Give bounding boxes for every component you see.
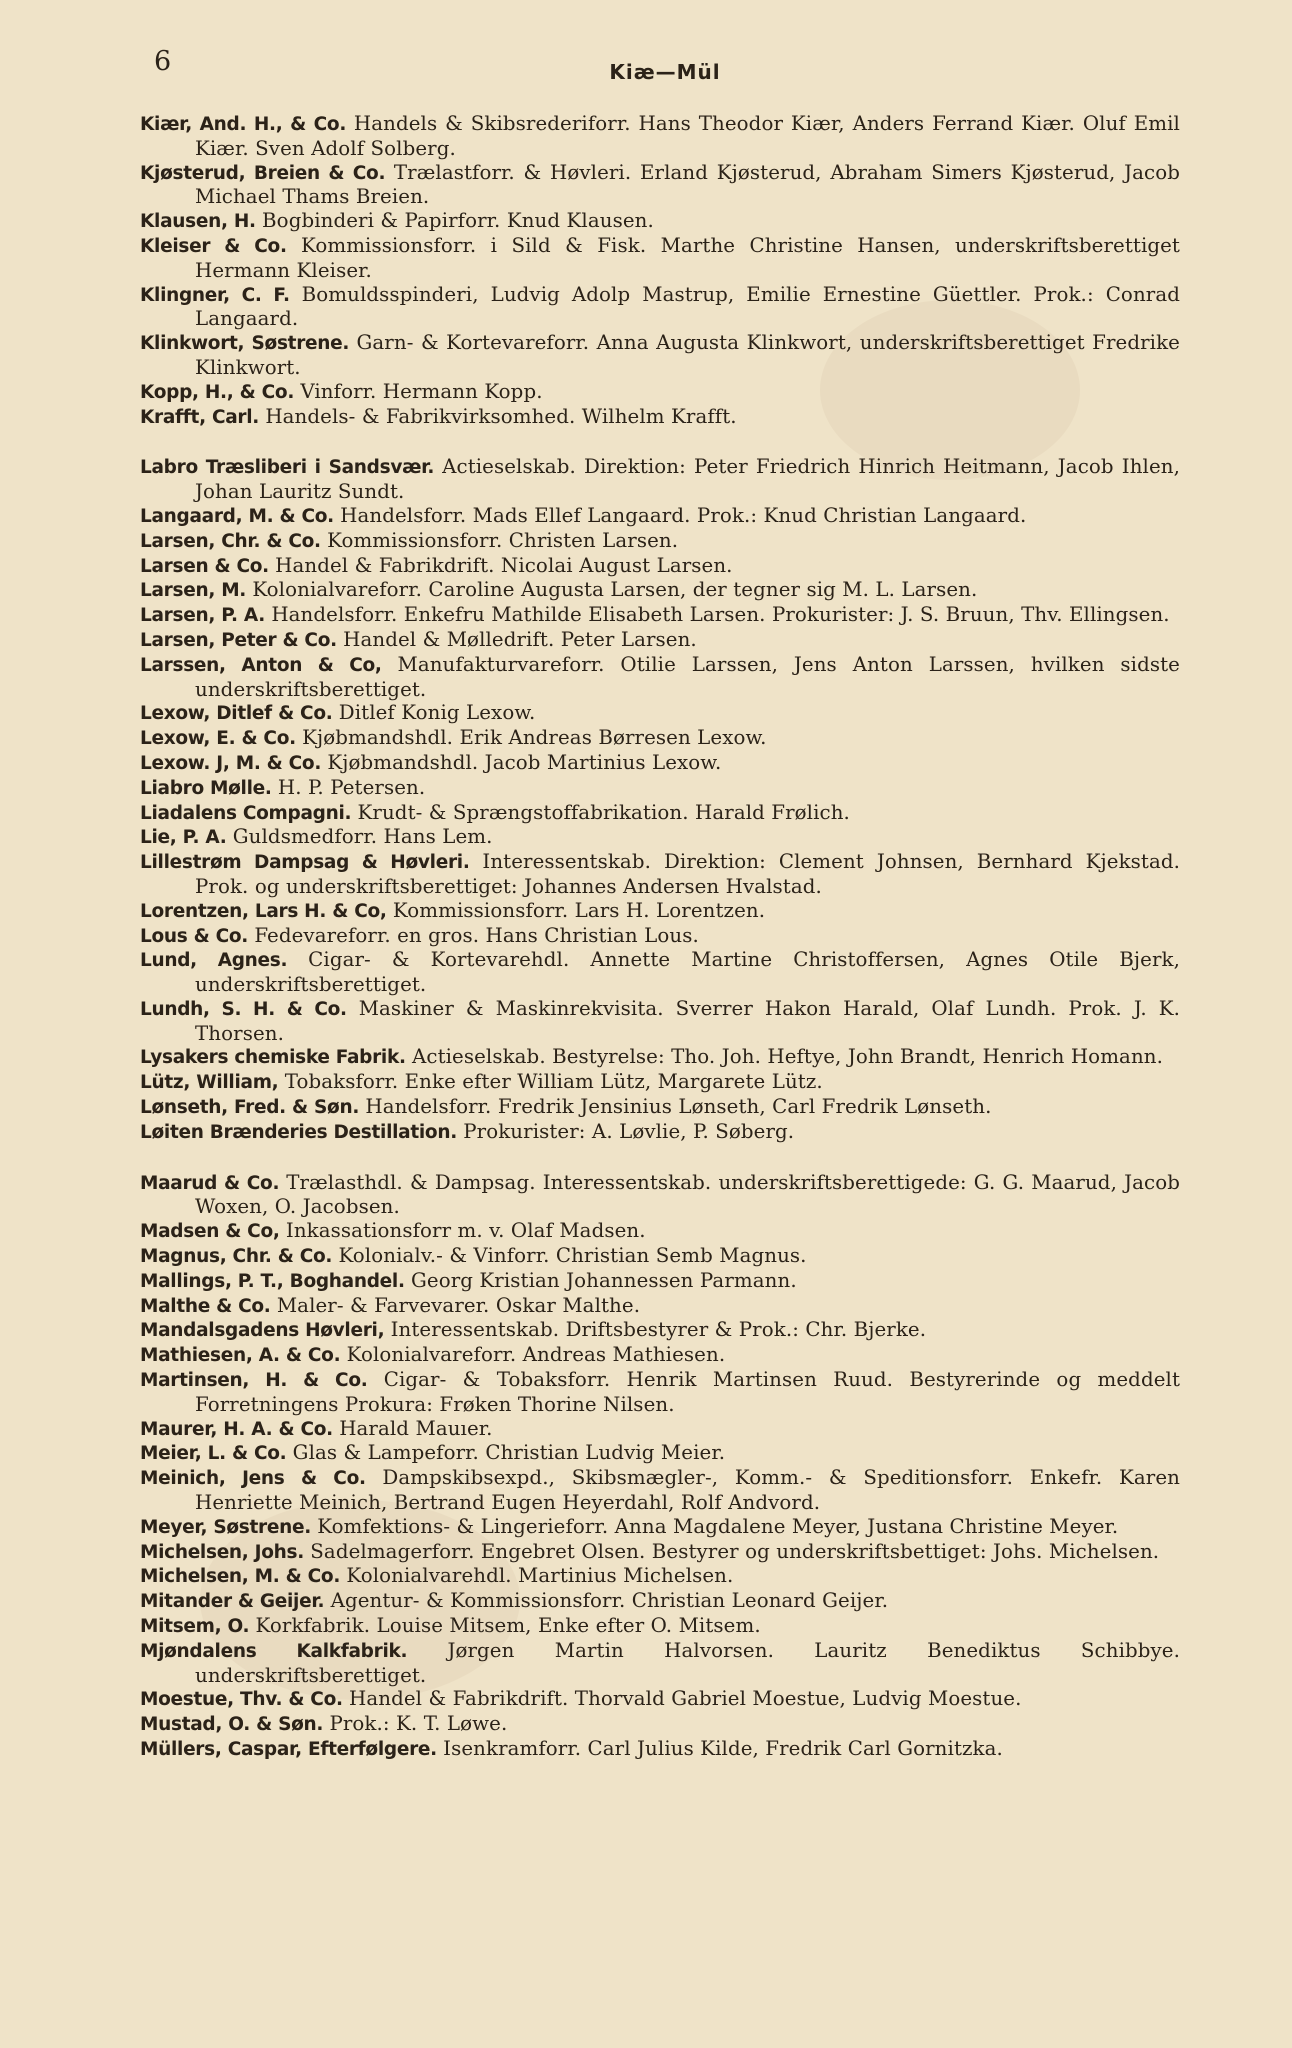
firm-name: Lous & Co. — [140, 925, 249, 947]
firm-details: Bogbinderi & Papirforr. Knud Klausen. — [262, 209, 654, 233]
firm-details: Trælasthdl. & Dampsag. Interessentskab. underskriftsberettigede: G. G. Maarud, Jacob Woxen, O. Jacobsen. — [195, 1170, 1180, 1219]
directory-entry — [140, 234, 1180, 283]
directory-entry — [140, 726, 1180, 751]
firm-name: Larsen & Co. — [140, 555, 269, 577]
firm-details: Komfektions- & Lingerieforr. Anna Magdalene Meyer, Justana Christine Meyer. — [317, 1514, 1119, 1538]
firm-details: Vinforr. Hermann Kopp. — [300, 379, 543, 403]
firm-name: Lexow. J, M. & Co. — [140, 752, 322, 774]
firm-name: Michelsen, Johs. — [140, 1541, 304, 1563]
firm-name: Mitsem, O. — [140, 1616, 250, 1638]
firm-name: Larssen, Anton & Co, — [140, 654, 382, 676]
firm-details: Kjøbmandshdl. Erik Andreas Børresen Lexow. — [302, 726, 767, 750]
firm-details: Tobaksforr. Enke efter William Lütz, Margarete Lütz. — [284, 1070, 823, 1094]
firm-name: Lie, P. A. — [140, 827, 227, 849]
firm-details: Kommissionsforr. Lars H. Lorentzen. — [392, 898, 766, 922]
directory-entry — [140, 1318, 1180, 1343]
firm-details: Interessentskab. Direktion: Clement Johnsen, Bernhard Kjekstad. Prok. og underskriftsberettiget: Johannes Andersen Hvalstad. — [195, 850, 1180, 898]
directory-entry — [140, 1368, 1180, 1417]
firm-name: Maarud & Co. — [140, 1172, 280, 1194]
firm-details: Cigar- & Tobaksforr. Henrik Martinsen Ruud. Bestyrerinde og meddelt Forretningens Prokura: Frøken Thorine Nilsen. — [195, 1368, 1180, 1416]
directory-entry — [140, 380, 1180, 405]
firm-details: Handelsforr. Enkefru Mathilde Elisabeth Larsen. Prokurister: J. S. Bruun, Thv. Ellingsen. — [271, 603, 1170, 627]
directory-entry — [140, 1564, 1180, 1589]
directory-entry — [140, 899, 1180, 924]
firm-details: Handel & Mølledrift. Peter Larsen. — [343, 627, 697, 651]
firm-name: Krafft, Carl. — [140, 406, 260, 428]
directory-section — [140, 455, 1180, 1144]
firm-name: Mustad, O. & Søn. — [140, 1714, 324, 1736]
directory-entry — [140, 529, 1180, 554]
directory-entry — [140, 1466, 1180, 1515]
firm-details: Isenkramforr. Carl Julius Kilde, Fredrik Carl Gornitzka. — [443, 1737, 1003, 1760]
firm-details: Actieselskab. Bestyrelse: Tho. Joh. Heftye, John Brandt, Henrich Homann. — [412, 1045, 1164, 1069]
firm-name: Klausen, H. — [140, 211, 256, 233]
directory-entry — [140, 1441, 1180, 1466]
firm-details: Guldsmedforr. Hans Lem. — [232, 825, 493, 849]
firm-details: Kolonialvarehdl. Martinius Michelsen. — [346, 1564, 734, 1588]
firm-details: Sadelmagerforr. Engebret Olsen. Bestyrer og underskriftsbettiget: Johs. Michelsen. — [310, 1539, 1160, 1563]
directory-entry — [140, 1294, 1180, 1319]
firm-name: Labro Træsliberi i Sandsvær. — [140, 457, 435, 479]
directory-entry — [140, 603, 1180, 628]
firm-name: Langaard, M. & Co. — [140, 505, 334, 527]
directory-listing — [140, 112, 1180, 1762]
firm-details: Dampskibsexpd., Skibsmægler-, Komm.- & Speditionsforr. Enkefr. Karen Henriette Meinich, Bertrand Eugen Heyerdahl, Rolf Andvord. — [195, 1466, 1180, 1515]
firm-details: Kommissionsforr. Christen Larsen. — [327, 528, 679, 552]
firm-details: Actieselskab. Direktion: Peter Friedrich Hinrich Heitmann, Jacob Ihlen, Johan Lauritz Sundt. — [195, 455, 1180, 504]
firm-details: Handelsforr. Fredrik Jensinius Lønseth, Carl Fredrik Lønseth. — [365, 1095, 992, 1119]
directory-section — [140, 112, 1180, 429]
firm-name: Lundh, S. H. & Co. — [140, 998, 347, 1020]
firm-details: Jørgen Martin Halvorsen. Lauritz Benediktus Schibbye. underskriftsberettiget. — [195, 1638, 1180, 1687]
firm-name: Malthe & Co. — [140, 1295, 271, 1317]
directory-entry — [140, 653, 1180, 702]
firm-details: Cigar- & Kortevarehdl. Annette Martine Christoffersen, Agnes Otile Bjerk, underskriftsberettiget. — [195, 948, 1180, 997]
firm-name: Lund, Agnes. — [140, 950, 288, 972]
directory-entry — [140, 701, 1180, 726]
firm-details: Korkfabrik. Louise Mitsem, Enke efter O. Mitsem. — [255, 1614, 761, 1638]
directory-entry — [140, 1515, 1180, 1540]
directory-entry — [140, 1070, 1180, 1095]
directory-entry — [140, 1244, 1180, 1269]
directory-entry — [140, 776, 1180, 801]
firm-name: Mandalsgadens Høvleri, — [140, 1320, 385, 1342]
firm-name: Lillestrøm Dampsag & Høvleri. — [140, 852, 470, 874]
directory-entry — [140, 1269, 1180, 1294]
firm-name: Mitander & Geijer. — [140, 1591, 325, 1613]
directory-entry — [140, 1614, 1180, 1639]
firm-details: Kolonialvareforr. Caroline Augusta Larsen, der tegner sig M. L. Larsen. — [252, 578, 978, 602]
directory-entry — [140, 1417, 1180, 1442]
directory-entry — [140, 1540, 1180, 1565]
firm-details: Kolonialvareforr. Andreas Mathiesen. — [346, 1343, 726, 1367]
directory-entry — [140, 1343, 1180, 1368]
firm-name: Kiær, And. H., & Co. — [140, 114, 347, 135]
firm-details: Interessentskab. Driftsbestyrer & Prok.: Chr. Bjerke. — [390, 1318, 927, 1342]
directory-section — [140, 1171, 1180, 1762]
firm-name: Klinkwort, Søstrene. — [140, 333, 350, 355]
page-number: 6 — [154, 46, 172, 77]
firm-details: Prok.: K. T. Løwe. — [329, 1712, 508, 1736]
firm-details: Handels & Skibsrederiforr. Hans Theodor Kiær, Anders Ferrand Kiær. Oluf Emil Kiær. Sven Adolf Solberg. — [195, 112, 1180, 160]
directory-entry — [140, 850, 1180, 899]
directory-entry — [140, 1687, 1180, 1712]
firm-details: H. P. Petersen. — [277, 775, 426, 799]
firm-details: Prokurister: A. Løvlie, P. Søberg. — [463, 1119, 795, 1143]
firm-name: Meinich, Jens & Co. — [140, 1468, 366, 1490]
firm-name: Lexow, E. & Co. — [140, 728, 296, 750]
directory-entry — [140, 112, 1180, 161]
firm-name: Lexow, Ditlef & Co. — [140, 703, 333, 725]
firm-details: Krudt- & Sprængstoffabrikation. Harald Frølich. — [357, 800, 850, 824]
firm-name: Klingner, C. F. — [140, 284, 290, 306]
directory-entry — [140, 997, 1180, 1046]
firm-name: Michelsen, M. & Co. — [140, 1566, 341, 1588]
firm-name: Larsen, Peter & Co. — [140, 629, 337, 651]
firm-details: Garn- & Kortevareforr. Anna Augusta Klinkwort, underskriftsberettiget Fredrike Klinkwort. — [195, 331, 1180, 379]
directory-entry — [140, 578, 1180, 603]
directory-entry — [140, 1589, 1180, 1614]
firm-details: Kolonialv.- & Vinforr. Christian Semb Magnus. — [338, 1244, 807, 1268]
firm-name: Maurer, H. A. & Co. — [140, 1418, 333, 1440]
directory-entry — [140, 1095, 1180, 1120]
directory-entry — [140, 161, 1180, 210]
firm-details: Agentur- & Kommissionsforr. Christian Leonard Geijer. — [330, 1589, 889, 1613]
firm-name: Larsen, P. A. — [140, 605, 266, 627]
firm-name: Lütz, William, — [140, 1072, 279, 1094]
firm-details: Fedevareforr. en gros. Hans Christian Lous. — [254, 923, 699, 947]
firm-name: Mjøndalens Kalkfabrik. — [140, 1640, 408, 1662]
directory-entry — [140, 1737, 1180, 1762]
directory-entry — [140, 751, 1180, 776]
directory-entry — [140, 1171, 1180, 1220]
firm-details: Handel & Fabrikdrift. Nicolai August Larsen. — [275, 553, 733, 577]
firm-name: Meyer, Søstrene. — [140, 1516, 311, 1538]
firm-name: Mathiesen, A. & Co. — [140, 1345, 341, 1367]
firm-details: Kjøbmandshdl. Jacob Martinius Lexow. — [327, 750, 722, 774]
firm-name: Müllers, Caspar, Efterfølgere. — [140, 1739, 437, 1760]
firm-details: Handelsforr. Mads Ellef Langaard. Prok.: Knud Christian Langaard. — [340, 503, 1027, 527]
firm-name: Mallings, P. T., Boghandel. — [140, 1270, 405, 1292]
directory-entry — [140, 554, 1180, 579]
firm-name: Kopp, H., & Co. — [140, 381, 295, 403]
directory-entry — [140, 455, 1180, 504]
firm-details: Handel & Fabrikdrift. Thorvald Gabriel Moestue, Ludvig Moestue. — [349, 1687, 1022, 1711]
directory-entry — [140, 1120, 1180, 1145]
directory-entry — [140, 1639, 1180, 1688]
directory-entry — [140, 405, 1180, 430]
firm-details: Trælastforr. & Høvleri. Erland Kjøsterud, Abraham Simers Kjøsterud, Jacob Michael Thams Breien. — [195, 160, 1180, 209]
firm-name: Larsen, Chr. & Co. — [140, 530, 321, 552]
firm-name: Larsen, M. — [140, 580, 247, 602]
firm-details: Georg Kristian Johannessen Parmann. — [410, 1268, 797, 1292]
directory-entry — [140, 1712, 1180, 1737]
page-header — [150, 46, 1180, 86]
firm-name: Løiten Brænderies Destillation. — [140, 1121, 457, 1143]
directory-entry — [140, 1219, 1180, 1244]
directory-entry — [140, 948, 1180, 997]
running-head: Kiæ—Mül — [609, 60, 721, 84]
directory-entry — [140, 628, 1180, 653]
firm-name: Liabro Mølle. — [140, 777, 272, 799]
firm-name: Kleiser & Co. — [140, 235, 287, 257]
directory-entry — [140, 1045, 1180, 1070]
directory-entry — [140, 924, 1180, 949]
directory-entry — [140, 209, 1180, 234]
firm-details: Maskiner & Maskinrekvisita. Sverrer Hakon Harald, Olaf Lundh. Prok. J. K. Thorsen. — [195, 996, 1180, 1045]
firm-details: Manufakturvareforr. Otilie Larssen, Jens Anton Larssen, hvilken sidste underskriftsberettiget. — [195, 652, 1180, 701]
firm-details: Harald Mauıer. — [339, 1416, 493, 1440]
firm-name: Lønseth, Fred. & Søn. — [140, 1097, 360, 1119]
directory-entry — [140, 825, 1180, 850]
directory-entry — [140, 331, 1180, 380]
firm-name: Meier, L. & Co. — [140, 1443, 287, 1465]
firm-name: Kjøsterud, Breien & Co. — [140, 162, 386, 184]
firm-name: Liadalens Compagni. — [140, 802, 352, 824]
firm-name: Lorentzen, Lars H. & Co, — [140, 900, 387, 922]
directory-entry — [140, 504, 1180, 529]
firm-name: Martinsen, H. & Co. — [140, 1370, 368, 1392]
firm-name: Madsen & Co, — [140, 1221, 280, 1243]
firm-details: Kommissionsforr. i Sild & Fisk. Marthe Christine Hansen, underskriftsberettiget Hermann Kleiser. — [195, 233, 1180, 282]
firm-details: Handels- & Fabrikvirksomhed. Wilhelm Krafft. — [265, 404, 737, 428]
firm-details: Glas & Lampeforr. Christian Ludvig Meier. — [292, 1441, 726, 1465]
firm-name: Magnus, Chr. & Co. — [140, 1246, 333, 1268]
directory-entry — [140, 283, 1180, 332]
firm-details: Bomuldsspinderi, Ludvig Adolp Mastrup, Emilie Ernestine Güettler. Prok.: Conrad Langaard. — [195, 282, 1180, 331]
firm-name: Moestue, Thv. & Co. — [140, 1689, 343, 1711]
firm-name: Lysakers chemiske Fabrik. — [140, 1047, 406, 1069]
firm-details: Inkassationsforr m. v. Olaf Madsen. — [285, 1219, 646, 1243]
directory-entry — [140, 801, 1180, 826]
firm-details: Maler- & Farvevarer. Oskar Malthe. — [276, 1293, 641, 1317]
firm-details: Ditlef Konig Lexow. — [338, 701, 536, 725]
